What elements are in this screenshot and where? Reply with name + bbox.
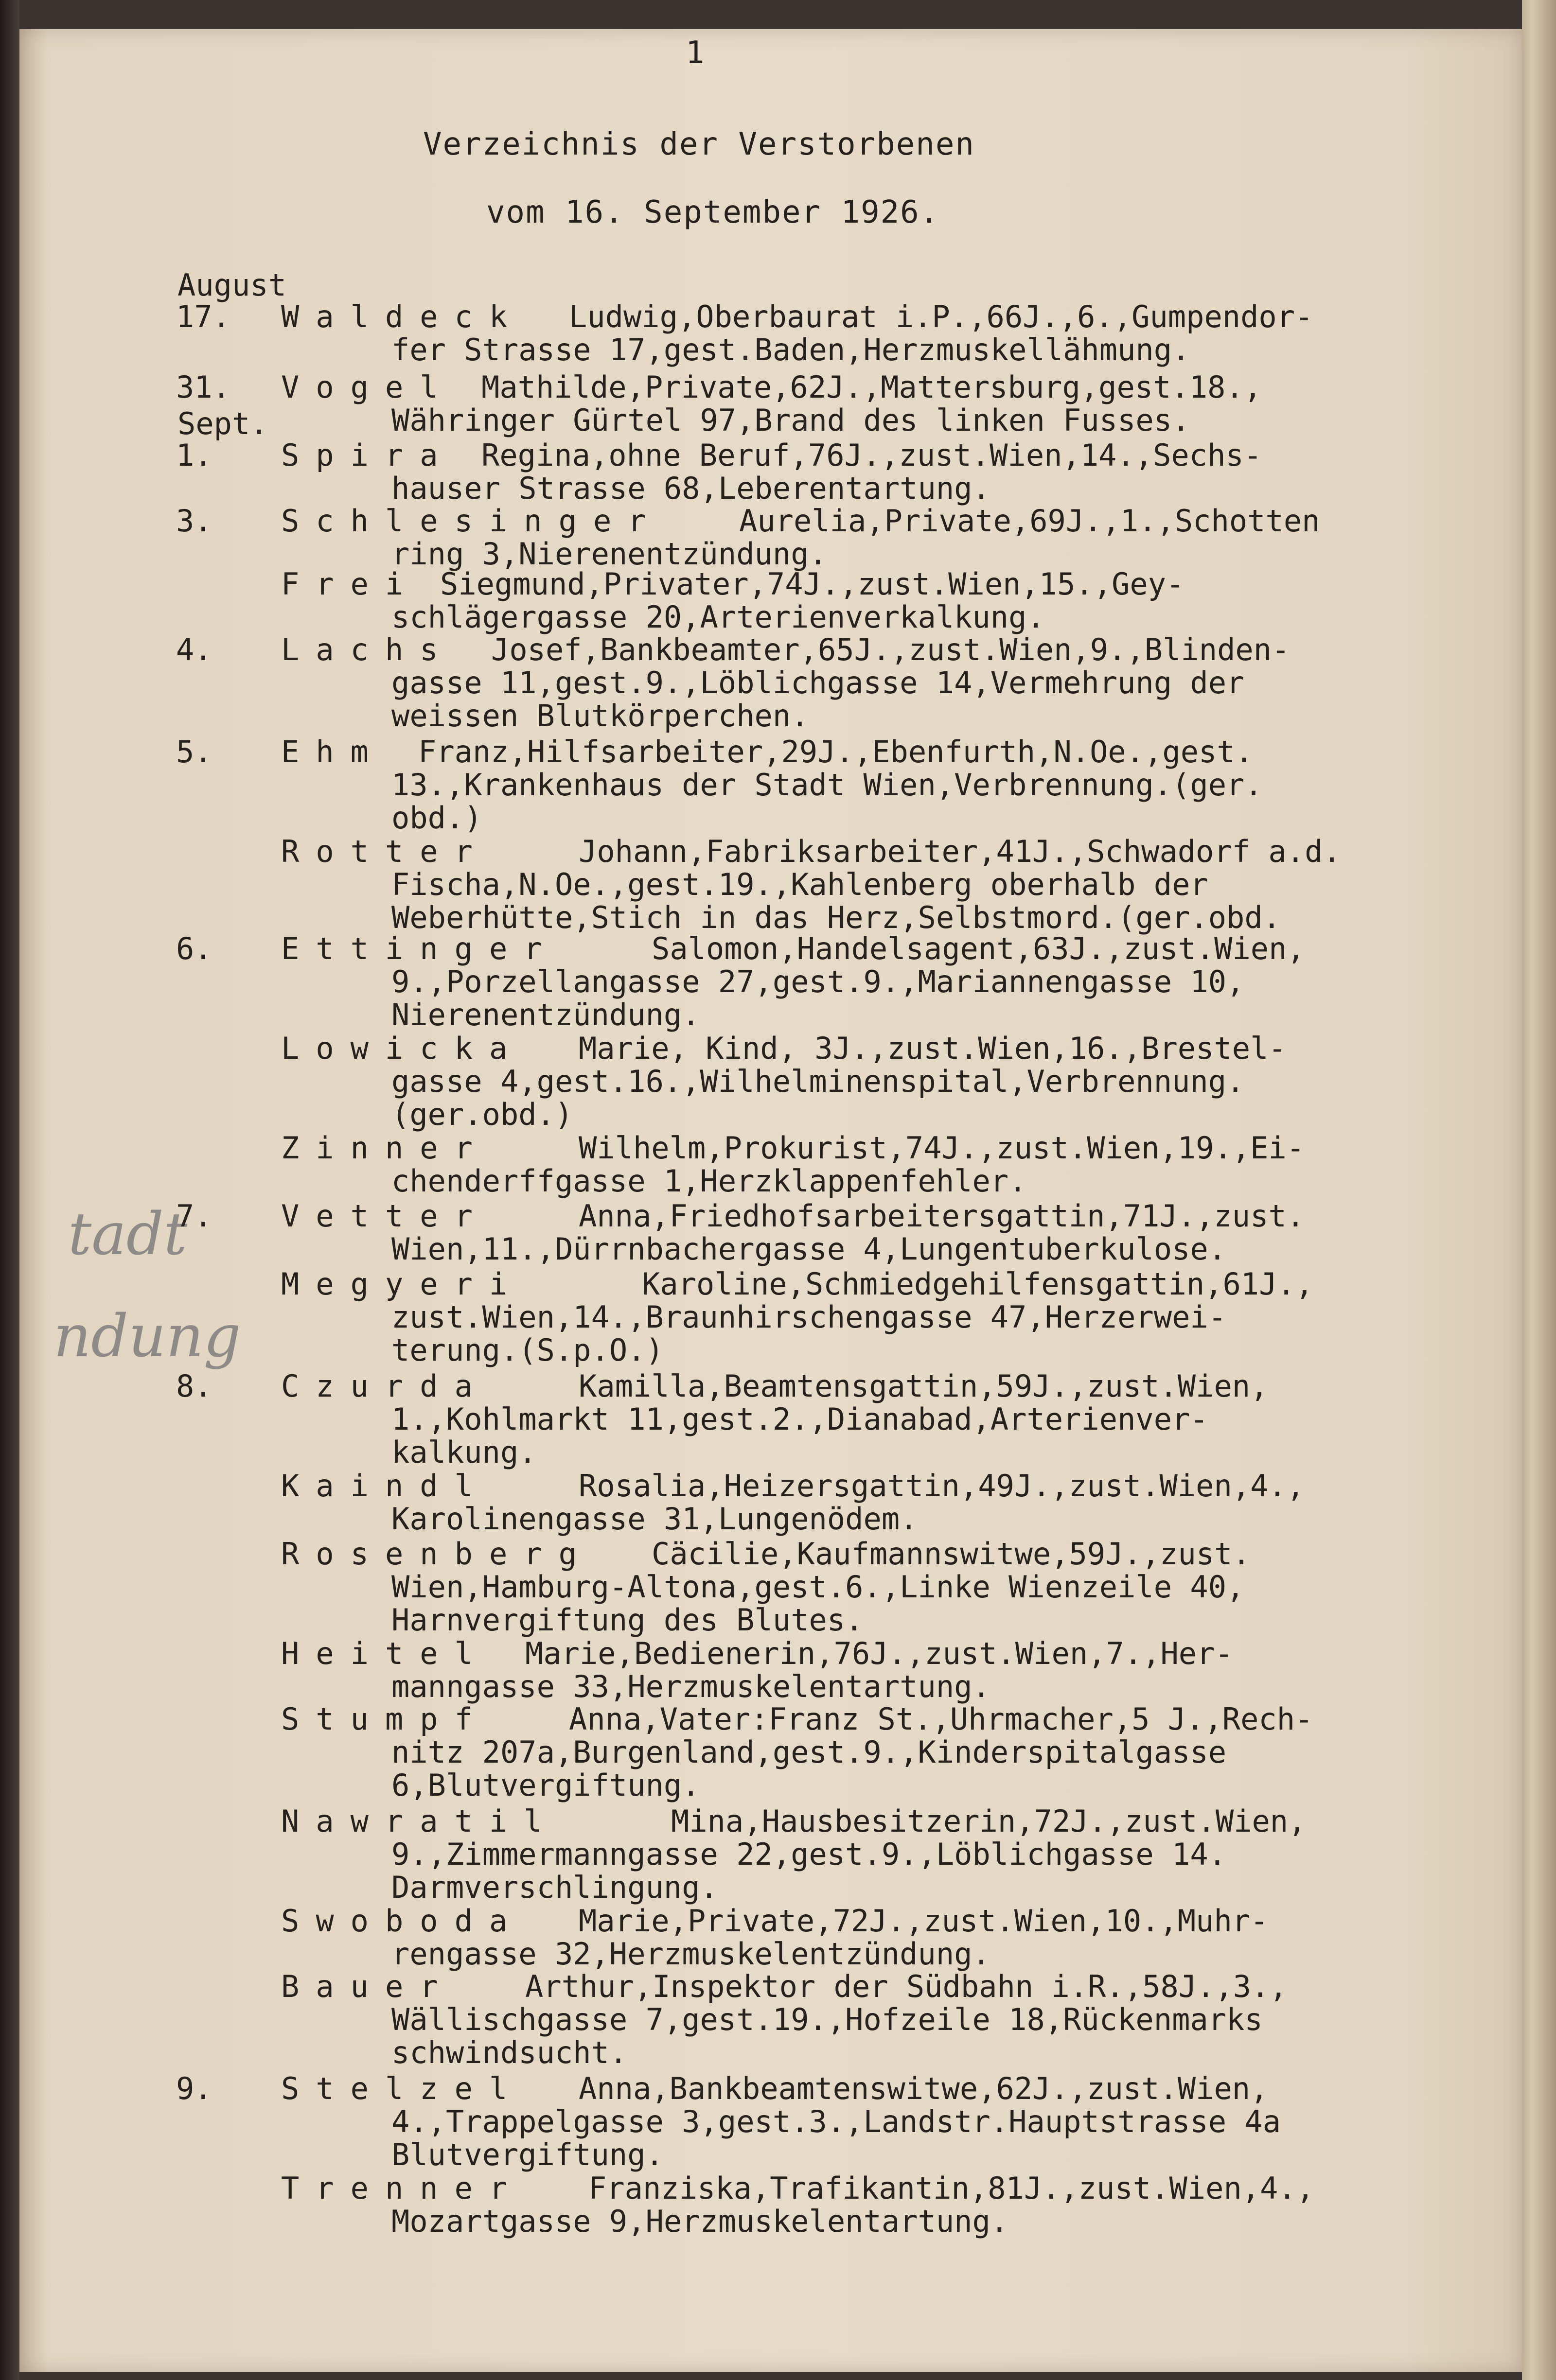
entry-details-continued: gasse 4,gest.16.,Wilhelminenspital,Verbrennung. bbox=[391, 1064, 1245, 1099]
entry-surname: Frei bbox=[281, 566, 420, 602]
entry-details: Josef,Bankbeamter,65J.,zust.Wien,9.,Blinden- bbox=[491, 632, 1290, 667]
entry-surname: Rotter bbox=[281, 834, 489, 869]
entry-surname: Heitel bbox=[281, 1636, 489, 1671]
entry-details: Arthur,Inspektor der Südbahn i.R.,58J.,3., bbox=[525, 1969, 1288, 2004]
entry-details-continued: nitz 207a,Burgenland,gest.9.,Kinderspitalgasse bbox=[391, 1734, 1227, 1770]
entry-surname: Swoboda bbox=[281, 1903, 524, 1939]
entry-surname: Lachs bbox=[281, 632, 455, 667]
entry-surname: Schlesinger bbox=[281, 503, 663, 539]
entry-details-continued: Darmverschlingung. bbox=[391, 1870, 718, 1905]
entry-details: Mina,Hausbesitzerin,72J.,zust.Wien, bbox=[671, 1803, 1307, 1839]
entry-surname: Vetter bbox=[281, 1198, 489, 1234]
entry-details-continued: rengasse 32,Herzmuskelentzündung. bbox=[391, 1936, 990, 1972]
entry-surname: Stelzel bbox=[281, 2071, 524, 2106]
entry-details-continued: ring 3,Nierenentzündung. bbox=[391, 536, 827, 572]
entry-surname: Stumpf bbox=[281, 1701, 489, 1737]
entry-details-continued: Mozartgasse 9,Herzmuskelentartung. bbox=[391, 2204, 1009, 2239]
entry-details: Franz,Hilfsarbeiter,29J.,Ebenfurth,N.Oe.,gest. bbox=[418, 734, 1254, 770]
entry-details-continued: 6,Blutvergiftung. bbox=[391, 1768, 700, 1803]
entry-date: 3. bbox=[176, 503, 212, 539]
entry-details-continued: chenderffgasse 1,Herzklappenfehler. bbox=[391, 1163, 1027, 1199]
entry-surname: Vogel bbox=[281, 369, 455, 405]
entry-details-continued: obd.) bbox=[391, 800, 482, 836]
entry-details-continued: Blutvergiftung. bbox=[391, 2137, 664, 2172]
entry-details-continued: fer Strasse 17,gest.Baden,Herzmuskellähmung. bbox=[391, 332, 1190, 368]
entry-details: Marie,Private,72J.,zust.Wien,10.,Muhr- bbox=[579, 1903, 1269, 1939]
entry-details-continued: Weberhütte,Stich in das Herz,Selbstmord.(ger.obd. bbox=[391, 900, 1281, 935]
entry-details-continued: Nierenentzündung. bbox=[391, 997, 700, 1032]
entry-date: 5. bbox=[176, 734, 212, 770]
entry-date: 1. bbox=[176, 438, 212, 473]
entry-surname: Kaindl bbox=[281, 1468, 489, 1504]
entry-details-continued: 9.,Zimmermanngasse 22,gest.9.,Löblichgasse 14. bbox=[391, 1837, 1227, 1872]
entry-details-continued: kalkung. bbox=[391, 1435, 537, 1470]
entry-details: Marie, Kind, 3J.,zust.Wien,16.,Brestel- bbox=[579, 1031, 1287, 1066]
entry-surname: Lowicka bbox=[281, 1031, 524, 1066]
entry-details-continued: Wien,Hamburg-Altona,gest.6.,Linke Wienzeile 40, bbox=[391, 1569, 1245, 1605]
entry-details: Cäcilie,Kaufmannswitwe,59J.,zust. bbox=[652, 1536, 1251, 1572]
entry-details-continued: Wällischgasse 7,gest.19.,Hofzeile 18,Rückenmarks bbox=[391, 2002, 1263, 2037]
entry-surname: Ehm bbox=[281, 734, 385, 770]
entry-details: Siegmund,Privater,74J.,zust.Wien,15.,Gey- bbox=[440, 566, 1185, 602]
entry-details-continued: 4.,Trappelgasse 3,gest.3.,Landstr.Hauptstrasse 4a bbox=[391, 2104, 1281, 2139]
entry-surname: Spira bbox=[281, 438, 455, 473]
entry-surname: Bauer bbox=[281, 1969, 455, 2004]
entry-details-continued: Fischa,N.Oe.,gest.19.,Kahlenberg oberhalb der bbox=[391, 867, 1208, 902]
entry-details-continued: terung.(S.p.O.) bbox=[391, 1332, 664, 1368]
entry-date: 17. bbox=[176, 299, 230, 334]
entry-details: Wilhelm,Prokurist,74J.,zust.Wien,19.,Ei- bbox=[579, 1130, 1305, 1166]
entry-date: 6. bbox=[176, 931, 212, 966]
entry-details-continued: Währinger Gürtel 97,Brand des linken Fusses. bbox=[391, 402, 1190, 438]
entry-details-continued: gasse 11,gest.9.,Löblichgasse 14,Vermehrung der bbox=[391, 665, 1245, 700]
entry-details: Aurelia,Private,69J.,1.,Schotten bbox=[739, 503, 1320, 539]
entry-details: Marie,Bedienerin,76J.,zust.Wien,7.,Her- bbox=[525, 1636, 1233, 1671]
entry-details-continued: (ger.obd.) bbox=[391, 1097, 573, 1132]
entry-details: Kamilla,Beamtensgattin,59J.,zust.Wien, bbox=[579, 1368, 1269, 1404]
entry-surname: Zinner bbox=[281, 1130, 489, 1166]
entry-surname: Rosenberg bbox=[281, 1536, 593, 1572]
entry-details-continued: schwindsucht. bbox=[391, 2035, 628, 2070]
margin-handwriting: ndung bbox=[53, 1303, 241, 1370]
entry-details: Regina,ohne Beruf,76J.,zust.Wien,14.,Sechs- bbox=[481, 438, 1262, 473]
entry-details-continued: 13.,Krankenhaus der Stadt Wien,Verbrennung.(ger. bbox=[391, 767, 1263, 803]
entry-details-continued: schlägergasse 20,Arterienverkalkung. bbox=[391, 599, 1045, 635]
entry-details-continued: manngasse 33,Herzmuskelentartung. bbox=[391, 1669, 990, 1704]
entry-surname: Waldeck bbox=[281, 299, 524, 334]
document-title: Verzeichnis der Verstorbenen bbox=[423, 126, 975, 162]
entry-details-continued: Harnvergiftung des Blutes. bbox=[391, 1602, 864, 1638]
entry-date: 8. bbox=[176, 1368, 212, 1404]
entry-details-continued: weissen Blutkörperchen. bbox=[391, 698, 809, 734]
entry-date: 4. bbox=[176, 632, 212, 667]
month-label-august: August bbox=[177, 267, 286, 303]
entry-details-continued: 9.,Porzellangasse 27,gest.9.,Mariannengasse 10, bbox=[391, 964, 1245, 999]
entry-details-continued: 1.,Kohlmarkt 11,gest.2.,Dianabad,Arterienver- bbox=[391, 1401, 1208, 1437]
entry-date: 31. bbox=[176, 369, 230, 405]
page-number: 1 bbox=[686, 35, 705, 71]
entry-details: Mathilde,Private,62J.,Mattersburg,gest.18., bbox=[481, 369, 1262, 405]
entry-surname: Nawratil bbox=[281, 1803, 559, 1839]
entry-details-continued: Wien,11.,Dürrnbachergasse 4,Lungentuberkulose. bbox=[391, 1231, 1227, 1267]
entry-details: Rosalia,Heizersgattin,49J.,zust.Wien,4., bbox=[579, 1468, 1305, 1504]
entry-details: Anna,Vater:Franz St.,Uhrmacher,5 J.,Rech- bbox=[569, 1701, 1313, 1737]
entry-details: Anna,Friedhofsarbeitersgattin,71J.,zust. bbox=[579, 1198, 1305, 1234]
entry-details: Franziska,Trafikantin,81J.,zust.Wien,4., bbox=[588, 2170, 1315, 2206]
entry-date: 7. bbox=[176, 1198, 212, 1234]
entry-surname: Trenner bbox=[281, 2170, 524, 2206]
book-binding bbox=[0, 0, 19, 2380]
entry-surname: Ettinger bbox=[281, 931, 559, 966]
entry-details: Anna,Bankbeamtenswitwe,62J.,zust.Wien, bbox=[579, 2071, 1269, 2106]
entry-details: Ludwig,Oberbaurat i.P.,66J.,6.,Gumpendor- bbox=[569, 299, 1313, 334]
page-edge bbox=[1522, 0, 1556, 2380]
entry-details: Johann,Fabriksarbeiter,41J.,Schwadorf a.d. bbox=[579, 834, 1341, 869]
entry-surname: Czurda bbox=[281, 1368, 489, 1404]
entry-surname: Megyeri bbox=[281, 1266, 524, 1302]
month-label-september: Sept. bbox=[177, 406, 268, 441]
entry-details-continued: hauser Strasse 68,Leberentartung. bbox=[391, 471, 990, 506]
entry-details-continued: zust.Wien,14.,Braunhirschengasse 47,Herzerwei- bbox=[391, 1299, 1227, 1335]
entry-details: Karoline,Schmiedgehilfensgattin,61J., bbox=[642, 1266, 1314, 1302]
margin-handwriting: tadt bbox=[68, 1201, 187, 1268]
entry-details-continued: Karolinengasse 31,Lungenödem. bbox=[391, 1501, 918, 1537]
document-subtitle: vom 16. September 1926. bbox=[486, 194, 940, 230]
entry-details: Salomon,Handelsagent,63J.,zust.Wien, bbox=[652, 931, 1305, 966]
entry-date: 9. bbox=[176, 2071, 212, 2106]
